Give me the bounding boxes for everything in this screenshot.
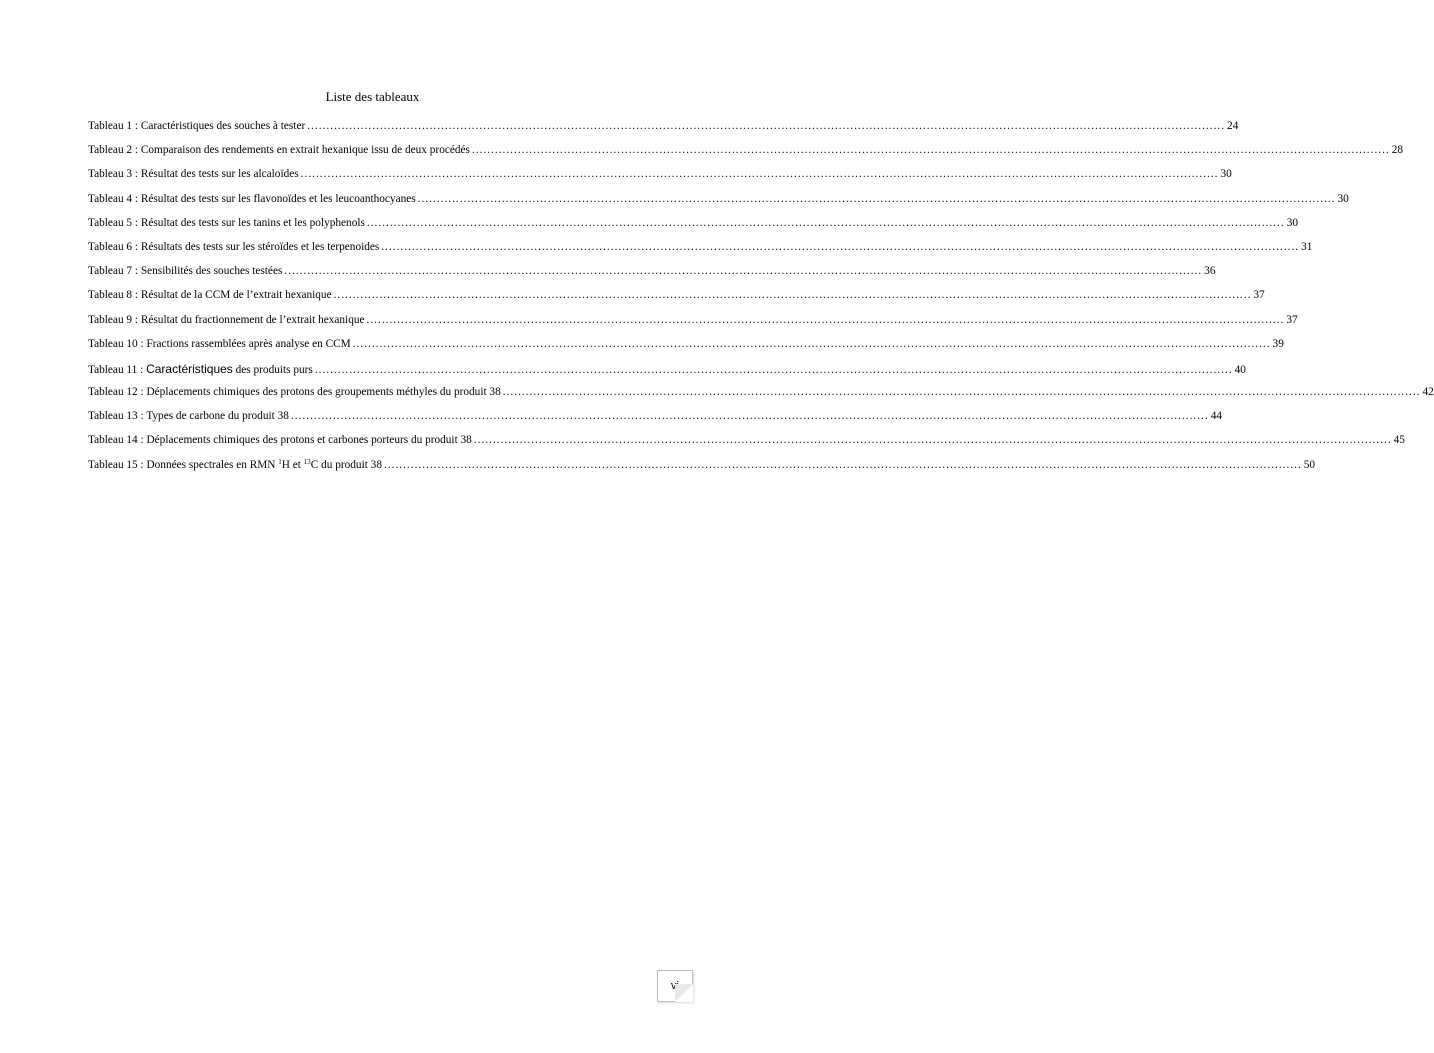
entry-label: Tableau 10 : Fractions rassemblées après analyse en CCM [88, 337, 351, 350]
entry-page-number: 28 [1391, 144, 1404, 157]
entry-label: Tableau 4 : Résultat des tests sur les flavonoïdes et les leucoanthocyanes [88, 192, 416, 205]
entry-label-suffix: des produits purs [232, 363, 313, 376]
dot-leader [384, 459, 1302, 471]
list-item[interactable] [88, 361, 1246, 386]
entry-page-number: 42 [1422, 386, 1434, 399]
entry-label: Tableau 3 : Résultat des tests sur les alcaloïdes [88, 168, 299, 181]
list-item[interactable] [88, 313, 1298, 338]
dot-leader [291, 410, 1209, 422]
entry-label [88, 362, 313, 376]
list-item[interactable] [88, 410, 1222, 434]
list-item[interactable] [88, 386, 1434, 410]
superscript-13: 13 [303, 457, 311, 466]
dot-leader [334, 289, 1252, 301]
dot-leader [353, 338, 1271, 350]
entry-page-number: 31 [1301, 240, 1313, 253]
dot-leader [503, 386, 1421, 398]
entry-label: Tableau 12 : Déplacements chimiques des protons des groupements méthyles du produit 38 [88, 386, 501, 399]
list-item[interactable] [88, 337, 1284, 362]
page-title: Liste des tableaux [325, 89, 420, 104]
entry-label: Tableau 2 : Comparaison des rendements en extrait hexanique issu de deux procédés [88, 144, 470, 157]
entry-label-part2: H et [281, 458, 304, 471]
entry-page-number: 40 [1234, 363, 1246, 376]
page-number: vi [671, 980, 679, 992]
entry-page-number: 36 [1204, 265, 1216, 278]
entry-page-number: 30 [1220, 168, 1232, 181]
dot-leader [367, 314, 1285, 326]
entry-page-number: 37 [1286, 313, 1298, 326]
superscript-1: 1 [278, 457, 282, 466]
entry-label: Tableau 9 : Résultat du fractionnement de l’extrait hexanique [88, 313, 365, 326]
dot-leader [472, 144, 1390, 156]
entry-label-part1: Tableau 15 : Données spectrales en RMN [88, 458, 279, 471]
list-item[interactable] [88, 434, 1405, 458]
entry-label: Tableau 1 : Caractéristiques des souches à tester [88, 120, 306, 132]
list-item[interactable] [88, 289, 1265, 313]
list-item[interactable] [88, 120, 1239, 144]
list-item[interactable] [88, 240, 1313, 265]
entry-label [88, 459, 382, 471]
table-list [88, 120, 1434, 483]
entry-label-sans-word: Caractéristiques [146, 361, 233, 376]
entry-label-part3: C du produit 38 [310, 458, 382, 471]
list-item[interactable] [88, 216, 1298, 241]
entry-page-number: 30 [1337, 192, 1349, 205]
list-item[interactable] [88, 192, 1349, 217]
list-item[interactable] [88, 168, 1232, 192]
list-item[interactable] [88, 144, 1404, 168]
entry-label: Tableau 6 : Résultats des tests sur les stéroïdes et les terpenoides [88, 240, 380, 253]
entry-page-number: 45 [1393, 434, 1405, 447]
entry-page-number: 50 [1303, 458, 1316, 471]
entry-page-number: 37 [1253, 289, 1265, 302]
dot-leader [301, 168, 1219, 180]
dot-leader [367, 217, 1285, 229]
entry-page-number: 24 [1227, 120, 1239, 132]
entry-label: Tableau 8 : Résultat de la CCM de l’extrait hexanique [88, 289, 332, 302]
dot-leader [418, 193, 1336, 205]
entry-label: Tableau 13 : Types de carbone du produit 38 [88, 410, 289, 423]
entry-page-number: 30 [1286, 216, 1298, 229]
dot-leader [381, 241, 1299, 253]
list-item[interactable] [88, 457, 1316, 483]
entry-label-prefix: Tableau 11 : [88, 363, 147, 376]
entry-page-number: 39 [1272, 337, 1284, 350]
dot-leader [474, 434, 1392, 446]
entry-label: Tableau 5 : Résultat des tests sur les tanins et les polyphenols [88, 216, 365, 229]
dot-leader [315, 364, 1233, 376]
dot-leader [284, 265, 1202, 277]
page-number-box [657, 970, 693, 1002]
list-item[interactable] [88, 265, 1216, 289]
dot-leader [307, 120, 1225, 132]
entry-label: Tableau 14 : Déplacements chimiques des protons et carbones porteurs du produit 38 [88, 434, 472, 447]
entry-label: Tableau 7 : Sensibilités des souches testées [88, 265, 283, 278]
entry-page-number: 44 [1210, 410, 1222, 423]
